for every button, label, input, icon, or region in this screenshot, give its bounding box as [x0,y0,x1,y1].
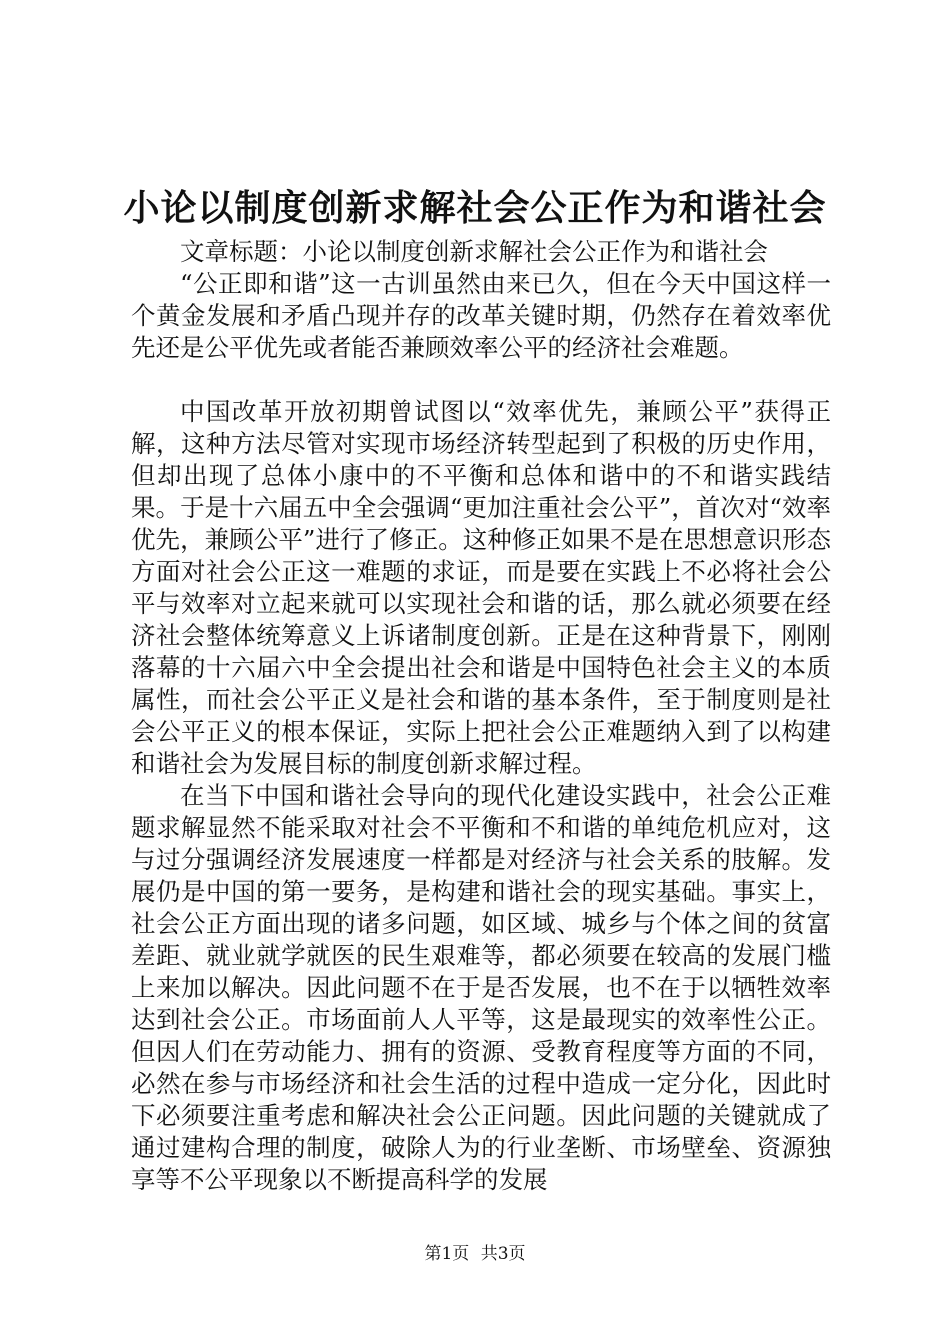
document-body [131,236,831,1196]
paragraph: 在当下中国和谐社会导向的现代化建设实践中，社会公正难题求解显然不能采取对社会不平衡和不和谐的单纯危机应对，这与过分强调经济发展速度一样都是对经济与社会关系的肢解。发展仍是中国的第一要务，是构建和谐社会的现实基础。事实上，社会公正方面出现的诸多问题，如区域、城乡与个体之间的贫富差距、就业就学就医的民生艰难等，都必须要在较高的发展门槛上来加以解决。因此问题不在于是否发展，也不在于以牺牲效率达到社会公正。市场面前人人平等，这是最现实的效率性公正。但因人们在劳动能力、拥有的资源、受教育程度等方面的不同，必然在参与市场经济和社会生活的过程中造成一定分化，因此时下必须要注重考虑和解决社会公正问题。因此问题的关键就成了通过建构合理的制度，破除人为的行业垄断、市场壁垒、资源独享等不公平现象以不断提高科学的发展 [131,781,831,1194]
page-number: 第1页 [424,1244,470,1264]
document-title: 小论以制度创新求解社会公正作为和谐社会 [123,187,827,229]
paragraph: “公正即和谐”这一古训虽然由来已久，但在今天中国这样一个黄金发展和矛盾凸现并存的改革关键时期，仍然存在着效率优先还是公平优先或者能否兼顾效率公平的经济社会难题。 [131,269,831,362]
page-total: 共3页 [480,1244,526,1264]
article-title-line: 文章标题：小论以制度创新求解社会公正作为和谐社会 [180,237,768,266]
page-footer [0,1243,950,1265]
paragraph: 中国改革开放初期曾试图以“效率优先，兼顾公平”获得正解，这种方法尽管对实现市场经济转型起到了积极的历史作用，但却出现了总体小康中的不平衡和总体和谐中的不和谐实践结果。于是十六届五中全会强调“更加注重社会公平”，首次对“效率优先，兼顾公平”进行了修正。这种修正如果不是在思想意识形态方面对社会公正这一难题的求证，而是要在实践上不必将社会公平与效率对立起来就可以实现社会和谐的话，那么就必须要在经济社会整体统筹意义上诉诸制度创新。正是在这种背景下，刚刚落幕的十六届六中全会提出社会和谐是中国特色社会主义的本质属性，而社会公平正义是社会和谐的基本条件，至于制度则是社会公平正义的根本保证，实际上把社会公正难题纳入到了以构建和谐社会为发展目标的制度创新求解过程。 [131,397,831,778]
